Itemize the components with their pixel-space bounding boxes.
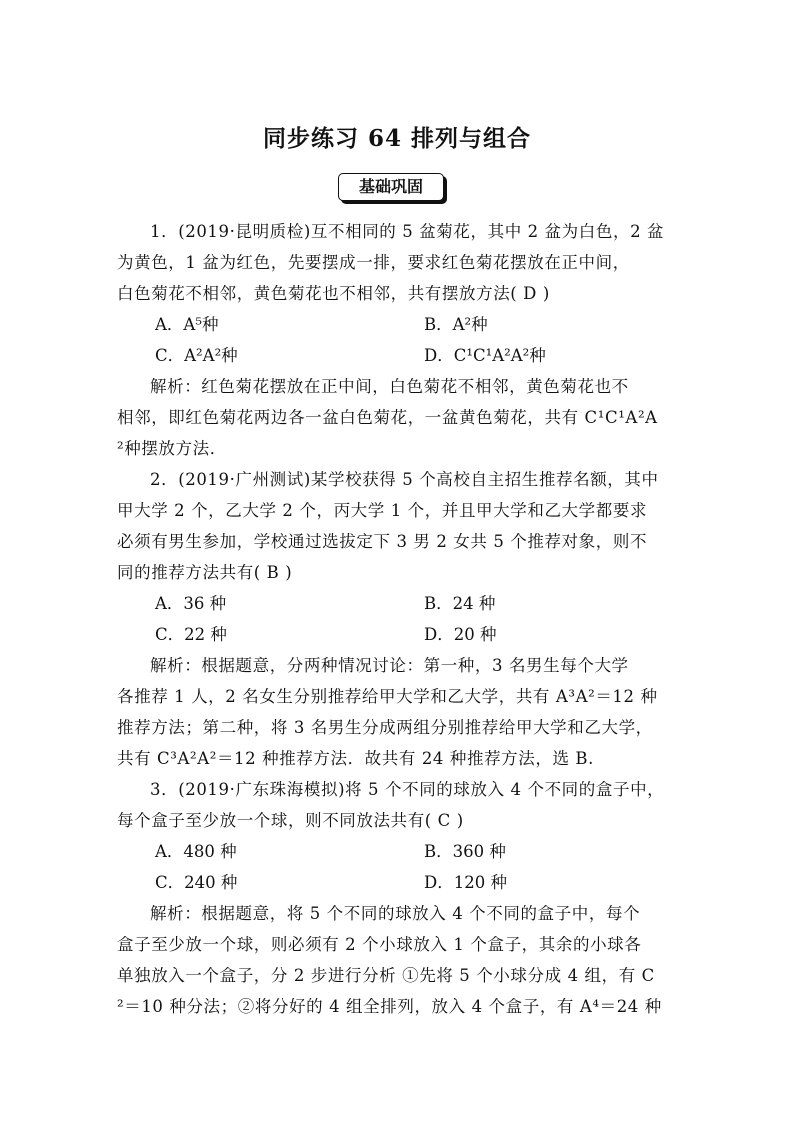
q2-solution-line-1: 解析：根据题意，分两种情况讨论：第一种，3 名男生每个大学 (150, 656, 629, 675)
q3-solution-line-1: 解析：根据题意，将 5 个不同的球放入 4 个不同的盒子中，每个 (150, 904, 641, 923)
q2-solution-line-2: 各推荐 1 人，2 名女生分别推荐给甲大学和乙大学，共有 A³A²＝12 种 (117, 687, 658, 706)
q3-solution-line-3: 单独放入一个盒子，分 2 步进行分析 ①先将 5 个小球分成 4 组，有 C (117, 966, 655, 985)
q2-solution-line-4: 共有 C³A²A²＝12 种推荐方法．故共有 24 种推荐方法，选 B. (117, 749, 594, 768)
q1-option-d: D．C¹C¹A²A²种 (424, 346, 546, 365)
q2-option-c: C．22 种 (155, 625, 227, 644)
q1-solution-line-3: ²种摆放方法． (117, 439, 227, 458)
question-1-line-3: 白色菊花不相邻，黄色菊花也不相邻，共有摆放方法( D ) (117, 284, 550, 303)
q3-solution-line-2: 盒子至少放一个球，则必须有 2 个小球放入 1 个盒子，其余的小球各 (117, 935, 642, 954)
q1-option-b: B．A²种 (424, 315, 488, 334)
q1-solution-line-2: 相邻，即红色菊花两边各一盆白色菊花，一盆黄色菊花，共有 C¹C¹A²A (117, 408, 658, 427)
question-2-line-3: 必须有男生参加，学校通过选拔定下 3 男 2 女共 5 个推荐对象，则不 (117, 532, 648, 551)
question-2-line-2: 甲大学 2 个，乙大学 2 个，丙大学 1 个，并且甲大学和乙大学都要求 (117, 501, 648, 520)
q1-option-c: C．A²A²种 (155, 346, 238, 365)
question-2-line-1: 2．(2019·广州测试)某学校获得 5 个高校自主招生推荐名额，其中 (150, 470, 659, 489)
q2-option-a: A．36 种 (155, 594, 227, 613)
q3-option-b: B．360 种 (424, 842, 506, 861)
q2-option-b: B．24 种 (424, 594, 496, 613)
question-1-line-2: 为黄色，1 盆为红色，先要摆成一排，要求红色菊花摆放在正中间， (117, 253, 630, 272)
question-3-line-2: 每个盒子至少放一个球，则不同放法共有( C ) (117, 811, 464, 830)
section-label: 基础巩固 (338, 173, 444, 201)
q3-option-d: D．120 种 (424, 873, 507, 892)
q3-option-c: C．240 种 (155, 873, 238, 892)
question-3-line-1: 3．(2019·广东珠海模拟)将 5 个不同的球放入 4 个不同的盒子中， (150, 780, 665, 799)
question-2-line-4: 同的推荐方法共有( B ) (117, 563, 293, 582)
q3-option-a: A．480 种 (155, 842, 237, 861)
page-title: 同步练习 64 排列与组合 (262, 125, 532, 152)
q1-solution-line-1: 解析：红色菊花摆放在正中间，白色菊花不相邻，黄色菊花也不 (150, 377, 629, 396)
q1-option-a: A．A⁵种 (155, 315, 219, 334)
q3-solution-line-4: ²＝10 种分法；②将分好的 4 组全排列，放入 4 个盒子，有 A⁴＝24 种 (117, 997, 662, 1016)
question-1-line-1: 1．(2019·昆明质检)互不相同的 5 盆菊花，其中 2 盆为白色，2 盆 (150, 222, 665, 241)
q2-option-d: D．20 种 (424, 625, 497, 644)
q2-solution-line-3: 推荐方法；第二种，将 3 名男生分成两组分别推荐给甲大学和乙大学， (117, 718, 653, 737)
